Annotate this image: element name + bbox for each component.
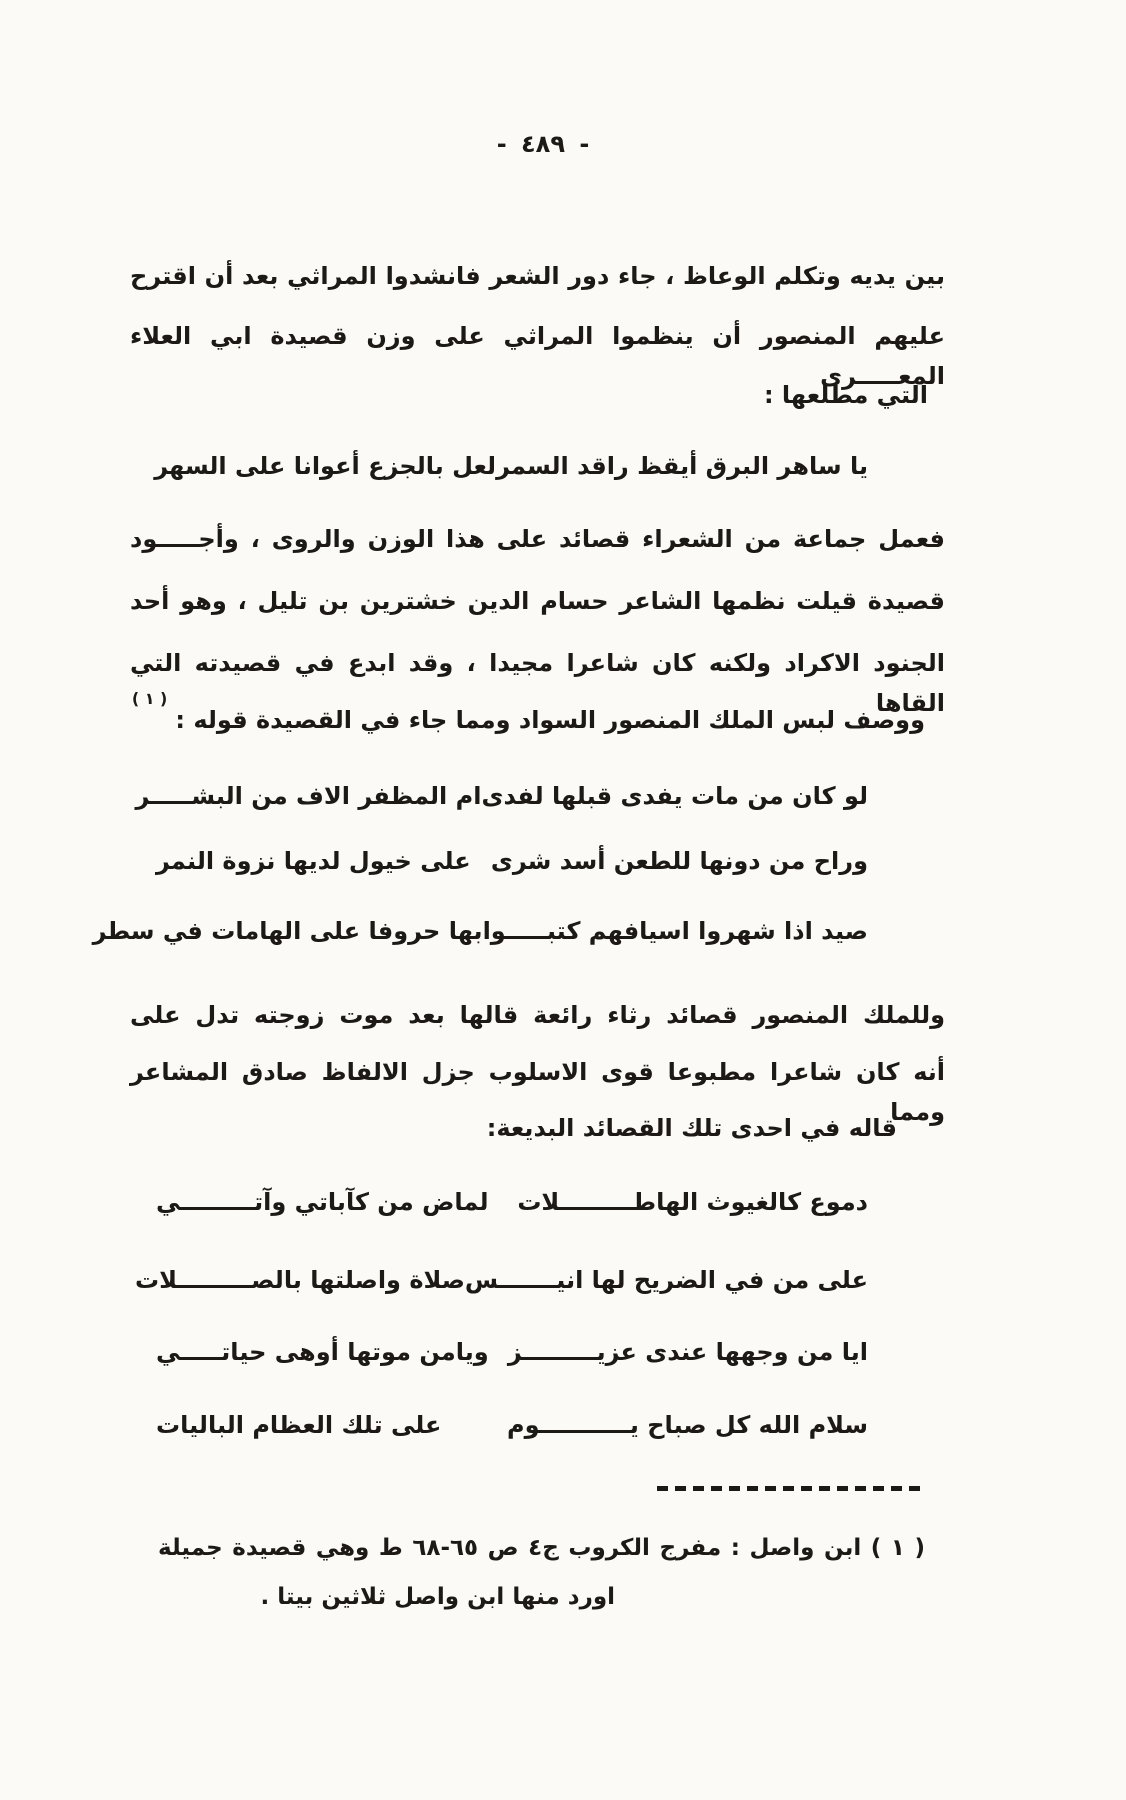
poem1-verse-2 <box>156 841 868 881</box>
poem1-verse-1-second-hemistich: ام المظفر الاف من البشـــــر <box>135 782 482 810</box>
page-number: - ٤٨٩ - <box>496 130 590 158</box>
poem1-verse-1-first-hemistich: لو كان من مات يفدى قبلها لفدى <box>481 782 868 810</box>
paragraph-1-line-2: عليهم المنصور أن ينظموا المراثي على وزن قصيدة ابي العلاء المعـــــرى <box>130 322 945 390</box>
poem2-verse-3-second-hemistich: ويامن موتها أوهى حياتـــــي <box>156 1338 489 1366</box>
poem2-verse-2 <box>134 1260 868 1300</box>
poem2-verse-1-first-hemistich: دموع كالغيوث الهاطـــــــــلات <box>517 1188 868 1216</box>
paragraph-2-line-3: الجنود الاكراد ولكنه كان شاعرا مجيدا ، وقد ابدع في قصيدته التي القاها <box>130 649 945 717</box>
opening-verse-second-hemistich: لعل بالجزع أعوانا على السهر <box>154 452 497 480</box>
paragraph-2-line-2: قصيدة قيلت نظمها الشاعر حسام الدين خشترين بن تليل ، وهو أحد <box>130 587 945 615</box>
poem1-verse-3-first-hemistich: صيد اذا شهروا اسيافهم كتبـــــوا <box>482 917 868 945</box>
poem2-verse-2-first-hemistich: على من في الضريح لها انيـــــــس <box>464 1266 868 1294</box>
poem2-verse-3 <box>156 1332 868 1372</box>
poem2-verse-3-first-hemistich: ايا من وجهها عندى عزيـــــــــز <box>507 1338 868 1366</box>
paragraph-2-line-1: فعمل جماعة من الشعراء قصائد على هذا الوزن والروى ، وأجـــــود <box>130 525 945 553</box>
footnote-reference-marker: ( ١ ) <box>131 689 168 708</box>
poem1-verse-3 <box>92 911 868 951</box>
footnote-line-2: اورد منها ابن واصل ثلاثين بيتا . <box>260 1584 615 1610</box>
footnote-separator <box>657 1486 923 1491</box>
poem2-verse-4-first-hemistich: سلام الله كل صباح يـــــــــــوم <box>507 1411 868 1439</box>
footnote-line-1: ( ١ ) ابن واصل : مفرج الكروب ج٤ ص ٦٥-٦٨ ط وهي قصيدة جميلة <box>158 1535 925 1561</box>
poem1-verse-2-first-hemistich: وراح من دونها للطعن أسد شرى <box>490 847 868 875</box>
paragraph-2-line-4-text: ووصف لبس الملك المنصور السواد ومما جاء في القصيدة قوله : <box>175 706 925 734</box>
poem2-verse-2-second-hemistich: صلاة واصلتها بالصـــــــــلات <box>134 1266 465 1294</box>
paragraph-3-line-3: قاله في احدى تلك القصائد البديعة: <box>486 1114 897 1142</box>
poem2-verse-4 <box>156 1405 868 1445</box>
paragraph-2-line-4 <box>131 689 925 740</box>
poem2-verse-1-second-hemistich: لماض من كآباتي وآتـــــــــي <box>156 1188 489 1216</box>
poem2-verse-1 <box>156 1182 868 1222</box>
paragraph-1-line-3: التي مطلعها : <box>763 381 928 409</box>
poem1-verse-2-second-hemistich: على خيول لديها نزوة النمر <box>156 847 471 875</box>
paragraph-3-line-1: وللملك المنصور قصائد رثاء رائعة قالها بعد موت زوجته تدل على <box>130 1001 945 1029</box>
poem1-verse-3-second-hemistich: بها حروفا على الهامات في سطر <box>92 917 483 945</box>
opening-verse-row <box>156 446 868 486</box>
poem1-verse-1 <box>135 776 868 816</box>
paragraph-1-line-1: بين يديه وتكلم الوعاظ ، جاء دور الشعر فانشدوا المراثي بعد أن اقترح <box>130 262 945 290</box>
paragraph-3-line-2: أنه كان شاعرا مطبوعا قوى الاسلوب جزل الالفاظ صادق المشاعر ومما <box>130 1058 945 1126</box>
poem2-verse-4-second-hemistich: على تلك العظام الباليات <box>156 1411 442 1439</box>
opening-verse-first-hemistich: يا ساهر البرق أيقظ راقد السمر <box>496 452 868 480</box>
